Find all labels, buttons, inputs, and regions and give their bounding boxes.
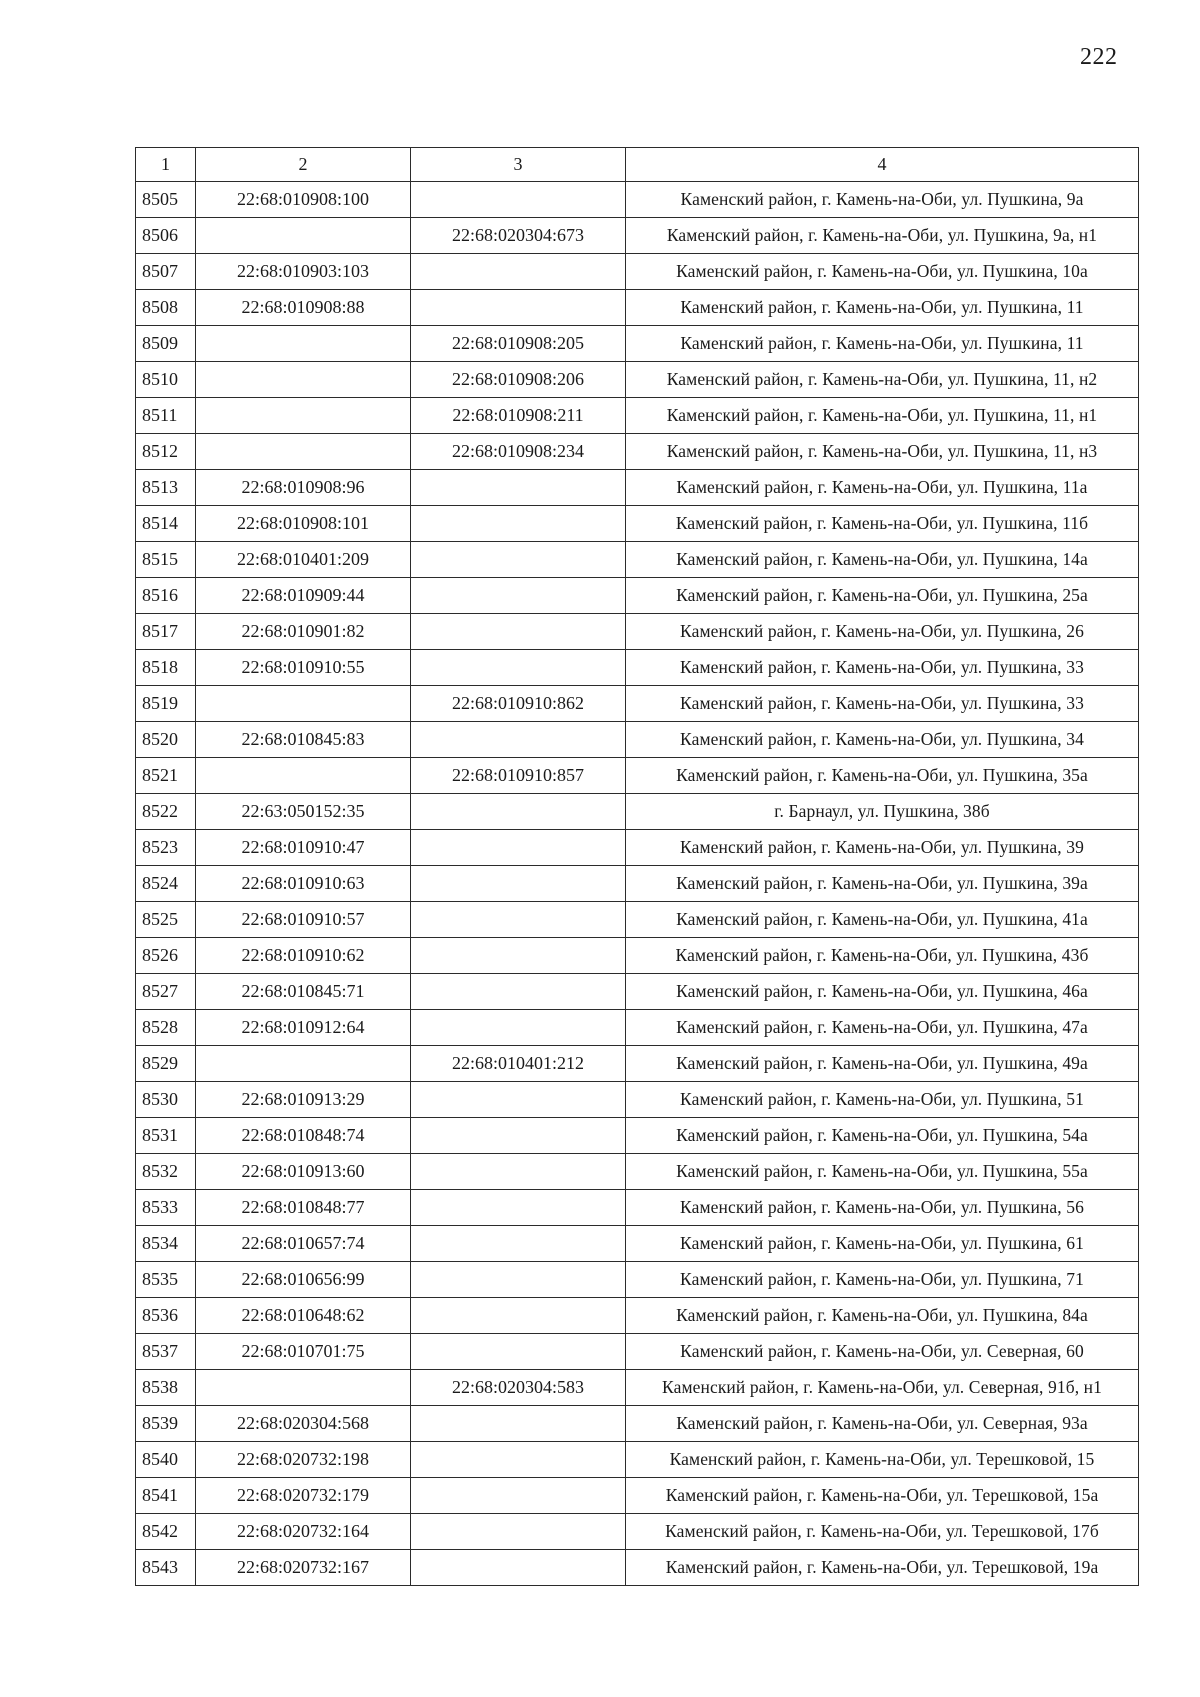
- address-cell: Каменский район, г. Камень-на-Оби, ул. Пушкина, 11б: [626, 506, 1139, 542]
- cadastral-number-cell: 22:68:010910:55: [196, 650, 411, 686]
- address-cell: Каменский район, г. Камень-на-Оби, ул. Пушкина, 11а: [626, 470, 1139, 506]
- table-row: [136, 1046, 1139, 1082]
- table-row: [136, 902, 1139, 938]
- cadastral-number-cell: 22:68:010910:57: [196, 902, 411, 938]
- address-cell: Каменский район, г. Камень-на-Оби, ул. Северная, 91б, н1: [626, 1370, 1139, 1406]
- cadastral-number-alt-cell: 22:68:010401:212: [411, 1046, 626, 1082]
- table-row: [136, 1298, 1139, 1334]
- row-number-cell: 8527: [136, 974, 196, 1010]
- table-row: [136, 1442, 1139, 1478]
- row-number-cell: 8530: [136, 1082, 196, 1118]
- cadastral-number-alt-cell: [411, 938, 626, 974]
- table-row: [136, 1190, 1139, 1226]
- address-cell: Каменский район, г. Камень-на-Оби, ул. Пушкина, 25а: [626, 578, 1139, 614]
- row-number-cell: 8529: [136, 1046, 196, 1082]
- cadastral-number-cell: [196, 686, 411, 722]
- cadastral-number-alt-cell: 22:68:010910:857: [411, 758, 626, 794]
- table-row: [136, 1226, 1139, 1262]
- table-header-row: [136, 148, 1139, 182]
- cadastral-number-alt-cell: [411, 1082, 626, 1118]
- cadastral-number-alt-cell: [411, 1190, 626, 1226]
- row-number-cell: 8515: [136, 542, 196, 578]
- address-cell: Каменский район, г. Камень-на-Оби, ул. Пушкина, 46а: [626, 974, 1139, 1010]
- cadastral-number-alt-cell: [411, 290, 626, 326]
- row-number-cell: 8532: [136, 1154, 196, 1190]
- column-header-1: 1: [136, 148, 196, 182]
- cadastral-number-cell: 22:68:010848:74: [196, 1118, 411, 1154]
- cadastral-number-cell: [196, 326, 411, 362]
- column-header-2: 2: [196, 148, 411, 182]
- row-number-cell: 8523: [136, 830, 196, 866]
- address-cell: Каменский район, г. Камень-на-Оби, ул. Северная, 60: [626, 1334, 1139, 1370]
- address-cell: Каменский район, г. Камень-на-Оби, ул. Пушкина, 49а: [626, 1046, 1139, 1082]
- table-row: [136, 362, 1139, 398]
- column-header-3: 3: [411, 148, 626, 182]
- table-row: [136, 722, 1139, 758]
- cadastral-number-alt-cell: [411, 1226, 626, 1262]
- cadastral-number-cell: 22:68:010909:44: [196, 578, 411, 614]
- row-number-cell: 8509: [136, 326, 196, 362]
- table-row: [136, 1334, 1139, 1370]
- cadastral-number-cell: 22:68:010908:100: [196, 182, 411, 218]
- row-number-cell: 8537: [136, 1334, 196, 1370]
- table-row: [136, 758, 1139, 794]
- table-row: [136, 1406, 1139, 1442]
- row-number-cell: 8505: [136, 182, 196, 218]
- cadastral-number-cell: 22:68:020732:167: [196, 1550, 411, 1586]
- table-row: [136, 1118, 1139, 1154]
- cadastral-number-cell: 22:68:010701:75: [196, 1334, 411, 1370]
- address-cell: Каменский район, г. Камень-на-Оби, ул. Пушкина, 47а: [626, 1010, 1139, 1046]
- cadastral-number-cell: 22:68:010901:82: [196, 614, 411, 650]
- cadastral-number-cell: 22:68:010913:60: [196, 1154, 411, 1190]
- row-number-cell: 8535: [136, 1262, 196, 1298]
- row-number-cell: 8531: [136, 1118, 196, 1154]
- table-row: [136, 542, 1139, 578]
- row-number-cell: 8511: [136, 398, 196, 434]
- address-cell: Каменский район, г. Камень-на-Оби, ул. Пушкина, 51: [626, 1082, 1139, 1118]
- cadastral-number-cell: 22:68:010910:63: [196, 866, 411, 902]
- cadastral-number-cell: 22:68:010848:77: [196, 1190, 411, 1226]
- table-row: [136, 506, 1139, 542]
- row-number-cell: 8520: [136, 722, 196, 758]
- cadastral-number-alt-cell: [411, 830, 626, 866]
- cadastral-number-alt-cell: [411, 1442, 626, 1478]
- table-row: [136, 650, 1139, 686]
- cadastral-number-cell: [196, 362, 411, 398]
- cadastral-number-alt-cell: [411, 1514, 626, 1550]
- row-number-cell: 8533: [136, 1190, 196, 1226]
- table-row: [136, 326, 1139, 362]
- address-cell: Каменский район, г. Камень-на-Оби, ул. Пушкина, 9а, н1: [626, 218, 1139, 254]
- row-number-cell: 8524: [136, 866, 196, 902]
- cadastral-number-alt-cell: [411, 614, 626, 650]
- cadastral-number-alt-cell: [411, 650, 626, 686]
- row-number-cell: 8517: [136, 614, 196, 650]
- cadastral-number-alt-cell: 22:68:010910:862: [411, 686, 626, 722]
- cadastral-number-cell: 22:68:010903:103: [196, 254, 411, 290]
- cadastral-number-alt-cell: [411, 722, 626, 758]
- row-number-cell: 8528: [136, 1010, 196, 1046]
- cadastral-number-cell: [196, 1046, 411, 1082]
- cadastral-number-cell: 22:68:010845:83: [196, 722, 411, 758]
- address-cell: Каменский район, г. Камень-на-Оби, ул. Терешковой, 19а: [626, 1550, 1139, 1586]
- address-cell: Каменский район, г. Камень-на-Оби, ул. Пушкина, 84а: [626, 1298, 1139, 1334]
- address-cell: Каменский район, г. Камень-на-Оби, ул. Пушкина, 14а: [626, 542, 1139, 578]
- cadastral-number-cell: 22:68:010401:209: [196, 542, 411, 578]
- row-number-cell: 8521: [136, 758, 196, 794]
- cadastral-number-alt-cell: [411, 542, 626, 578]
- table-row: [136, 1550, 1139, 1586]
- row-number-cell: 8525: [136, 902, 196, 938]
- address-cell: Каменский район, г. Камень-на-Оби, ул. Пушкина, 56: [626, 1190, 1139, 1226]
- table-row: [136, 182, 1139, 218]
- cadastral-number-alt-cell: 22:68:010908:205: [411, 326, 626, 362]
- table-row: [136, 1262, 1139, 1298]
- cadastral-number-cell: [196, 398, 411, 434]
- address-cell: Каменский район, г. Камень-на-Оби, ул. Пушкина, 33: [626, 650, 1139, 686]
- cadastral-number-alt-cell: [411, 578, 626, 614]
- cadastral-number-alt-cell: [411, 1154, 626, 1190]
- cadastral-number-alt-cell: 22:68:010908:211: [411, 398, 626, 434]
- cadastral-number-cell: 22:68:010908:96: [196, 470, 411, 506]
- cadastral-number-cell: 22:68:020732:164: [196, 1514, 411, 1550]
- table-row: [136, 1478, 1139, 1514]
- cadastral-number-alt-cell: 22:68:020304:673: [411, 218, 626, 254]
- cadastral-number-cell: 22:68:020732:179: [196, 1478, 411, 1514]
- cadastral-number-cell: 22:68:010648:62: [196, 1298, 411, 1334]
- cadastral-number-cell: 22:68:010908:88: [196, 290, 411, 326]
- address-cell: Каменский район, г. Камень-на-Оби, ул. Пушкина, 10а: [626, 254, 1139, 290]
- row-number-cell: 8536: [136, 1298, 196, 1334]
- address-cell: Каменский район, г. Камень-на-Оби, ул. Терешковой, 15: [626, 1442, 1139, 1478]
- address-cell: Каменский район, г. Камень-на-Оби, ул. Пушкина, 61: [626, 1226, 1139, 1262]
- row-number-cell: 8519: [136, 686, 196, 722]
- row-number-cell: 8542: [136, 1514, 196, 1550]
- row-number-cell: 8539: [136, 1406, 196, 1442]
- row-number-cell: 8506: [136, 218, 196, 254]
- address-cell: Каменский район, г. Камень-на-Оби, ул. Пушкина, 11, н1: [626, 398, 1139, 434]
- address-cell: Каменский район, г. Камень-на-Оби, ул. Пушкина, 26: [626, 614, 1139, 650]
- cadastral-number-alt-cell: [411, 1334, 626, 1370]
- page-number: 222: [1080, 44, 1118, 70]
- cadastral-number-cell: [196, 758, 411, 794]
- table-row: [136, 218, 1139, 254]
- cadastral-number-cell: 22:68:020304:568: [196, 1406, 411, 1442]
- cadastral-number-cell: [196, 434, 411, 470]
- cadastral-number-alt-cell: [411, 470, 626, 506]
- table-row: [136, 434, 1139, 470]
- address-cell: Каменский район, г. Камень-на-Оби, ул. Пушкина, 39а: [626, 866, 1139, 902]
- table-row: [136, 398, 1139, 434]
- cadastral-number-alt-cell: [411, 254, 626, 290]
- cadastral-number-alt-cell: [411, 1298, 626, 1334]
- address-cell: Каменский район, г. Камень-на-Оби, ул. Северная, 93а: [626, 1406, 1139, 1442]
- address-cell: Каменский район, г. Камень-на-Оби, ул. Пушкина, 11, н2: [626, 362, 1139, 398]
- address-cell: Каменский район, г. Камень-на-Оби, ул. Пушкина, 71: [626, 1262, 1139, 1298]
- table-row: [136, 254, 1139, 290]
- cadastral-number-cell: 22:68:010910:62: [196, 938, 411, 974]
- cadastral-number-alt-cell: [411, 974, 626, 1010]
- table-row: [136, 686, 1139, 722]
- address-cell: Каменский район, г. Камень-на-Оби, ул. Пушкина, 34: [626, 722, 1139, 758]
- table-row: [136, 1154, 1139, 1190]
- table-row: [136, 290, 1139, 326]
- address-cell: Каменский район, г. Камень-на-Оби, ул. Пушкина, 41а: [626, 902, 1139, 938]
- table-row: [136, 578, 1139, 614]
- cadastral-number-alt-cell: [411, 902, 626, 938]
- row-number-cell: 8512: [136, 434, 196, 470]
- row-number-cell: 8510: [136, 362, 196, 398]
- table-row: [136, 938, 1139, 974]
- row-number-cell: 8514: [136, 506, 196, 542]
- row-number-cell: 8518: [136, 650, 196, 686]
- row-number-cell: 8526: [136, 938, 196, 974]
- address-cell: Каменский район, г. Камень-на-Оби, ул. Пушкина, 33: [626, 686, 1139, 722]
- address-cell: Каменский район, г. Камень-на-Оби, ул. Пушкина, 54а: [626, 1118, 1139, 1154]
- table-row: [136, 866, 1139, 902]
- table-row: [136, 830, 1139, 866]
- address-cell: Каменский район, г. Камень-на-Оби, ул. Пушкина, 35а: [626, 758, 1139, 794]
- cadastral-number-cell: 22:68:010912:64: [196, 1010, 411, 1046]
- row-number-cell: 8538: [136, 1370, 196, 1406]
- cadastral-number-cell: [196, 218, 411, 254]
- table-row: [136, 1514, 1139, 1550]
- table-row: [136, 1082, 1139, 1118]
- cadastral-number-alt-cell: [411, 794, 626, 830]
- row-number-cell: 8507: [136, 254, 196, 290]
- cadastral-number-cell: 22:68:010657:74: [196, 1226, 411, 1262]
- cadastral-number-cell: 22:68:010656:99: [196, 1262, 411, 1298]
- cadastral-number-alt-cell: [411, 866, 626, 902]
- address-cell: г. Барнаул, ул. Пушкина, 38б: [626, 794, 1139, 830]
- table-row: [136, 614, 1139, 650]
- cadastral-number-alt-cell: [411, 1406, 626, 1442]
- address-cell: Каменский район, г. Камень-на-Оби, ул. Пушкина, 11, н3: [626, 434, 1139, 470]
- row-number-cell: 8540: [136, 1442, 196, 1478]
- row-number-cell: 8513: [136, 470, 196, 506]
- cadastral-number-alt-cell: 22:68:020304:583: [411, 1370, 626, 1406]
- cadastral-number-cell: 22:68:010908:101: [196, 506, 411, 542]
- row-number-cell: 8541: [136, 1478, 196, 1514]
- cadastral-number-alt-cell: [411, 1478, 626, 1514]
- cadastral-number-cell: 22:68:010910:47: [196, 830, 411, 866]
- table-row: [136, 470, 1139, 506]
- cadastral-number-cell: 22:68:020732:198: [196, 1442, 411, 1478]
- table-body: [136, 182, 1139, 1586]
- cadastral-number-cell: 22:63:050152:35: [196, 794, 411, 830]
- cadastral-number-cell: [196, 1370, 411, 1406]
- column-header-4: 4: [626, 148, 1139, 182]
- cadastral-number-alt-cell: [411, 1010, 626, 1046]
- row-number-cell: 8508: [136, 290, 196, 326]
- row-number-cell: 8543: [136, 1550, 196, 1586]
- address-cell: Каменский район, г. Камень-на-Оби, ул. Терешковой, 17б: [626, 1514, 1139, 1550]
- address-cell: Каменский район, г. Камень-на-Оби, ул. Пушкина, 43б: [626, 938, 1139, 974]
- cadastral-number-alt-cell: [411, 1550, 626, 1586]
- row-number-cell: 8516: [136, 578, 196, 614]
- address-cell: Каменский район, г. Камень-на-Оби, ул. Терешковой, 15а: [626, 1478, 1139, 1514]
- row-number-cell: 8534: [136, 1226, 196, 1262]
- table-row: [136, 974, 1139, 1010]
- cadastral-number-cell: 22:68:010913:29: [196, 1082, 411, 1118]
- address-cell: Каменский район, г. Камень-на-Оби, ул. Пушкина, 11: [626, 326, 1139, 362]
- cadastral-number-alt-cell: [411, 182, 626, 218]
- table-row: [136, 1370, 1139, 1406]
- cadastral-number-alt-cell: 22:68:010908:234: [411, 434, 626, 470]
- address-cell: Каменский район, г. Камень-на-Оби, ул. Пушкина, 39: [626, 830, 1139, 866]
- address-cell: Каменский район, г. Камень-на-Оби, ул. Пушкина, 11: [626, 290, 1139, 326]
- row-number-cell: 8522: [136, 794, 196, 830]
- cadastral-number-alt-cell: [411, 1118, 626, 1154]
- cadastral-number-alt-cell: 22:68:010908:206: [411, 362, 626, 398]
- cadastral-number-alt-cell: [411, 1262, 626, 1298]
- address-cell: Каменский район, г. Камень-на-Оби, ул. Пушкина, 55а: [626, 1154, 1139, 1190]
- table-row: [136, 1010, 1139, 1046]
- registry-table: [135, 147, 1139, 1586]
- cadastral-number-cell: 22:68:010845:71: [196, 974, 411, 1010]
- cadastral-number-alt-cell: [411, 506, 626, 542]
- address-cell: Каменский район, г. Камень-на-Оби, ул. Пушкина, 9а: [626, 182, 1139, 218]
- table-row: [136, 794, 1139, 830]
